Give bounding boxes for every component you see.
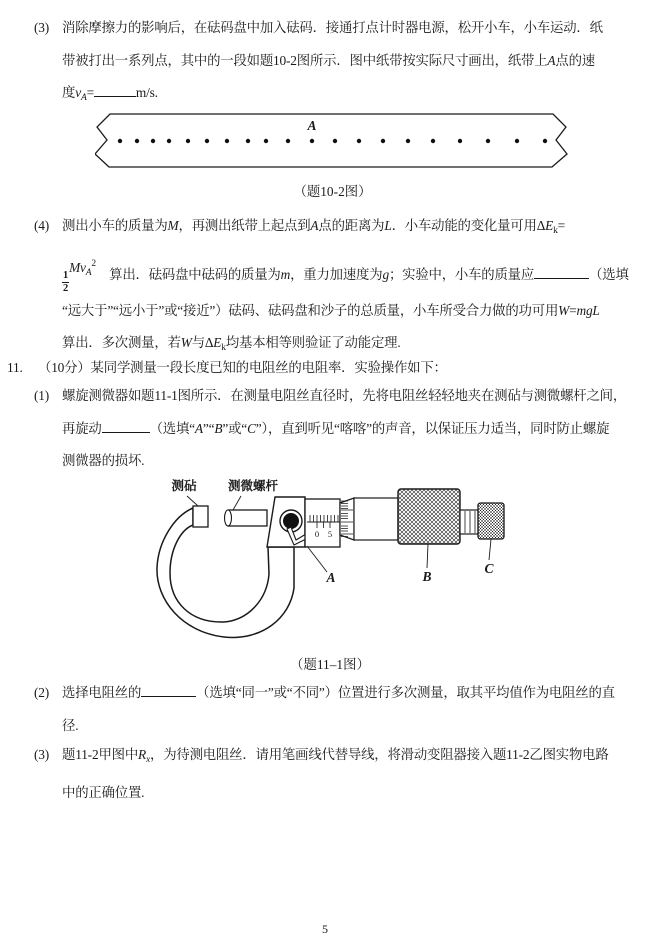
spindle-face — [225, 510, 232, 526]
anvil-leader — [187, 496, 198, 506]
text-line: 度$v_A= m/s$. — [62, 85, 158, 103]
item-marker: (3) — [34, 747, 50, 762]
sleeve-scale-0: 0 — [314, 529, 320, 539]
item-marker: (4) — [34, 218, 50, 233]
anvil-label: 测砧 — [171, 479, 197, 493]
label-b-leader — [427, 544, 428, 568]
tape-caption: （题10-2图） — [293, 184, 372, 199]
thimble-knurl — [398, 489, 460, 544]
sleeve-scale-5: 5 — [327, 529, 333, 539]
text-line: (2) 选择电阻丝的 （选填“同一”或“不同”）位置进行多次测量，取其平均值作为电阻丝的直 — [62, 677, 615, 710]
blank-field — [94, 83, 136, 97]
label-a-leader — [307, 546, 327, 572]
spindle-label: 测微螺杆 — [227, 479, 279, 493]
text-line: 再旋动 （选填“A”“B”或“C”），直到听见“喀喀”的声音，以保证压力适当，同时防止螺旋 — [62, 420, 610, 436]
item-marker: (1) — [34, 388, 50, 403]
item-marker: (2) — [34, 685, 50, 700]
tape-dot — [515, 139, 519, 143]
tape-dot — [310, 139, 314, 143]
item-marker: (3) — [34, 20, 50, 35]
text-line: 11. （10分）某同学测量一段长度已知的电阻丝的电阻率．实验操作如下： — [38, 352, 447, 385]
tape-dot — [333, 139, 337, 143]
spindle — [228, 510, 267, 526]
spindle-leader — [233, 496, 241, 510]
tape-dot — [458, 139, 462, 143]
text-line: 径. — [62, 717, 79, 733]
tape-dot — [543, 139, 547, 143]
text-line: 带被打出一系列点，其中的一段如题10-2图所示．图中纸带按实际尺寸画出，纸带上A点的速 — [62, 52, 595, 68]
tape-dot — [406, 139, 410, 143]
paper-tape-figure — [95, 109, 570, 171]
fraction: $\frac{1}{2}$ — [63, 269, 69, 294]
question11-part1 — [34, 380, 627, 478]
text-line: 测微器的损坏. — [62, 453, 145, 468]
tape-dot — [246, 139, 250, 143]
tape-dot — [486, 139, 490, 143]
blank-field — [534, 265, 589, 279]
tape-dot — [381, 139, 385, 143]
tape-dot — [264, 139, 268, 143]
tape-dot — [118, 139, 122, 143]
tape-dot — [186, 139, 190, 143]
label-c: C — [484, 561, 494, 576]
ratchet-knob — [478, 503, 504, 539]
anvil — [193, 506, 208, 527]
text-line: (3) 题11-2甲图中$R_x$，为待测电阻丝．请用笔画线代替导线，将滑动变阻器接入题11-2乙图实物电路 — [62, 739, 609, 777]
question10-part3 — [34, 12, 603, 115]
text-line: $\frac{1}{2}$ $Mv^{A2}$ 算出．砝码盘中砝码的质量为m，重力加速度为g；实验中，小车的质量应 （选填 — [63, 258, 629, 294]
tape-point-a-label: A — [307, 118, 317, 133]
blank-field — [141, 683, 196, 697]
tape-dot — [286, 139, 290, 143]
text-line: 算出．多次测量，若W与$\Delta E_k$均基本相等则验证了动能定理. — [62, 335, 401, 353]
sleeve — [305, 499, 340, 547]
tape-dot — [205, 139, 209, 143]
micrometer-caption: （题11–1图） — [290, 657, 370, 672]
tape-outline — [95, 114, 567, 167]
label-c-leader — [489, 539, 491, 560]
tape-dot — [135, 139, 139, 143]
micrometer-figure — [140, 470, 520, 654]
tape-dot — [151, 139, 155, 143]
question10-part4 — [34, 210, 629, 365]
tape-dot — [167, 139, 171, 143]
label-a: A — [326, 570, 336, 585]
question11-part3 — [34, 739, 609, 809]
text-line: “远大于”“远小于”或“接近”）砝码、砝码盘和沙子的总质量，小车所受合力做的功可用W=mgL — [62, 302, 600, 318]
text-line: 中的正确位置. — [62, 784, 145, 800]
tape-dot — [225, 139, 229, 143]
text-line: (3) 消除摩擦力的影响后，在砝码盘中加入砝码．接通打点计时器电源，松开小车，小车运动．纸 — [62, 12, 603, 45]
tape-dot — [357, 139, 361, 143]
blank-field — [102, 419, 150, 433]
item-marker: 11. — [7, 360, 23, 375]
tape-dot — [431, 139, 435, 143]
text-line: (4) 测出小车的质量为M，再测出纸带上起点到A点的距离为L．小车动能的变化量可用$\Delta E_k=$ — [62, 210, 629, 248]
question11-part2 — [34, 677, 615, 742]
thimble — [354, 498, 398, 540]
page-number: 5 — [322, 922, 328, 936]
label-b: B — [422, 569, 432, 584]
text-line: (1) 螺旋测微器如题11-1图所示．在测量电阻丝直径时，先将电阻丝轻轻地夹在测砧与测微螺杆之间， — [62, 380, 626, 413]
